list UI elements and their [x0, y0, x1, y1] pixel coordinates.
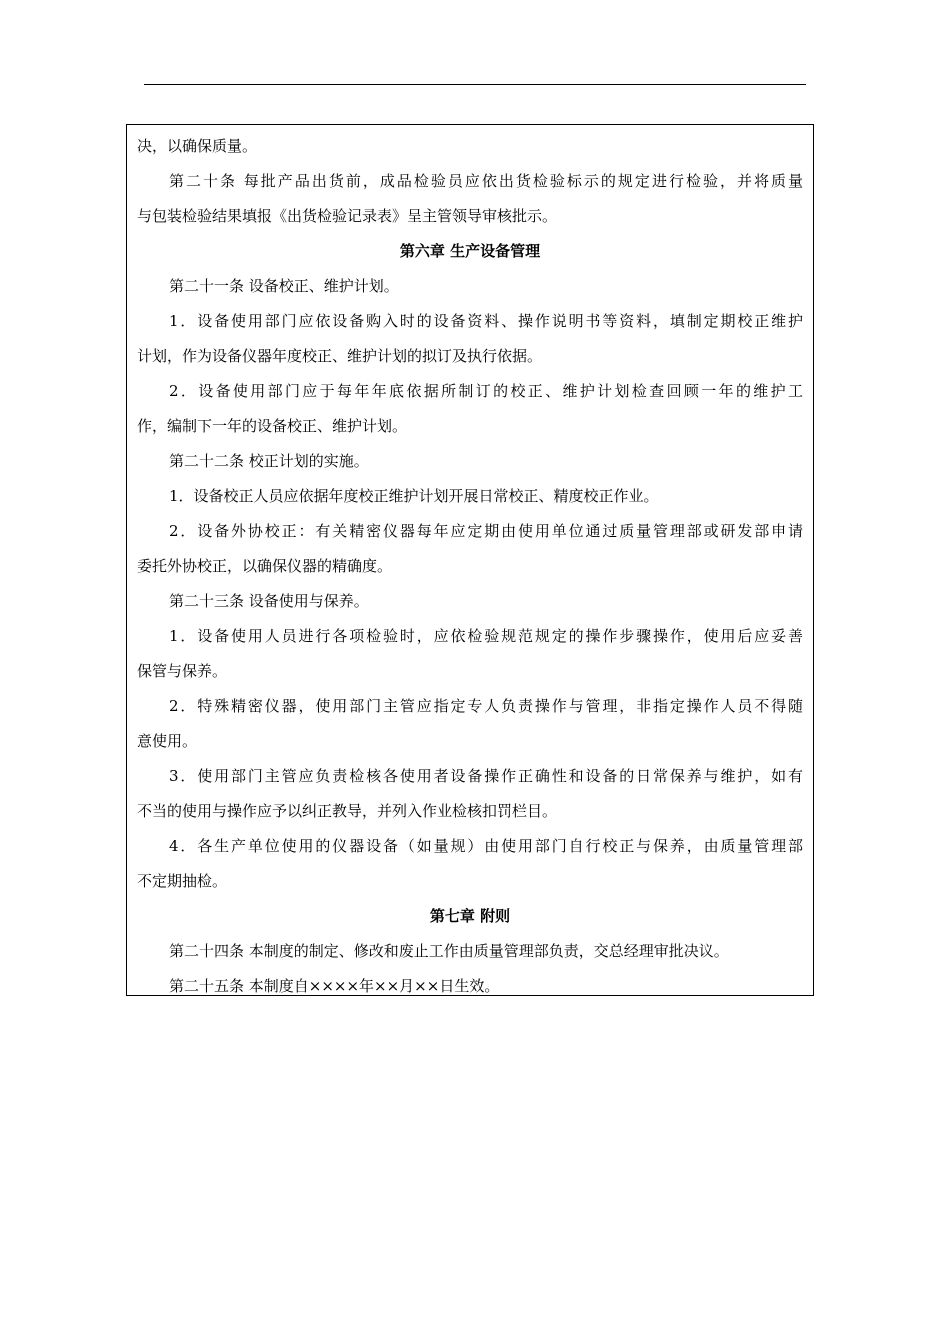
paragraph-line: 第二十条 每批产品出货前，成品检验员应依出货检验标示的规定进行检验，并将质量: [169, 172, 803, 190]
paragraph-line: 委托外协校正，以确保仪器的精确度。: [137, 557, 393, 575]
header-rule: [144, 84, 806, 85]
paragraph-line: 作，编制下一年的设备校正、维护计划。: [137, 417, 408, 435]
paragraph-line: 第二十二条 校正计划的实施。: [169, 452, 369, 470]
paragraph-line: 不定期抽检。: [137, 872, 228, 890]
paragraph-line: 1．设备使用人员进行各项检验时，应依检验规范规定的操作步骤操作，使用后应妥善: [169, 627, 803, 645]
chapter-heading: 第六章 生产设备管理: [399, 242, 541, 260]
paragraph-line: 4．各生产单位使用的仪器设备（如量规）由使用部门自行校正与保养，由质量管理部: [169, 837, 803, 855]
paragraph-line: 第二十三条 设备使用与保养。: [169, 592, 369, 610]
paragraph-line: 决，以确保质量。: [137, 137, 258, 155]
paragraph-line: 1．设备使用部门应依设备购入时的设备资料、操作说明书等资料，填制定期校正维护: [169, 312, 803, 330]
paragraph-line: 意使用。: [137, 732, 198, 750]
paragraph-line: 1．设备校正人员应依据年度校正维护计划开展日常校正、精度校正作业。: [169, 487, 659, 505]
paragraph-line: 2．设备使用部门应于每年年底依据所制订的校正、维护计划检查回顾一年的维护工: [169, 382, 803, 400]
paragraph-line: 保管与保养。: [137, 662, 228, 680]
paragraph-line: 不当的使用与操作应予以纠正教导，并列入作业检核扣罚栏目。: [137, 802, 558, 820]
paragraph-line: 第二十一条 设备校正、维护计划。: [169, 277, 399, 295]
paragraph-line: 与包装检验结果填报《出货检验记录表》呈主管领导审核批示。: [137, 207, 558, 225]
paragraph-line: 第二十五条 本制度自××××年××月××日生效。: [169, 977, 500, 995]
document-content-box: [126, 124, 814, 996]
chapter-heading: 第七章 附则: [429, 907, 511, 925]
paragraph-line: 计划，作为设备仪器年度校正、维护计划的拟订及执行依据。: [137, 347, 543, 365]
paragraph-line: 3．使用部门主管应负责检核各使用者设备操作正确性和设备的日常保养与维护，如有: [169, 767, 803, 785]
paragraph-line: 2．特殊精密仪器，使用部门主管应指定专人负责操作与管理，非指定操作人员不得随: [169, 697, 803, 715]
paragraph-line: 2．设备外协校正：有关精密仪器每年应定期由使用单位通过质量管理部或研发部申请: [169, 522, 803, 540]
paragraph-line: 第二十四条 本制度的制定、修改和废止工作由质量管理部负责，交总经理审批决议。: [169, 942, 729, 960]
